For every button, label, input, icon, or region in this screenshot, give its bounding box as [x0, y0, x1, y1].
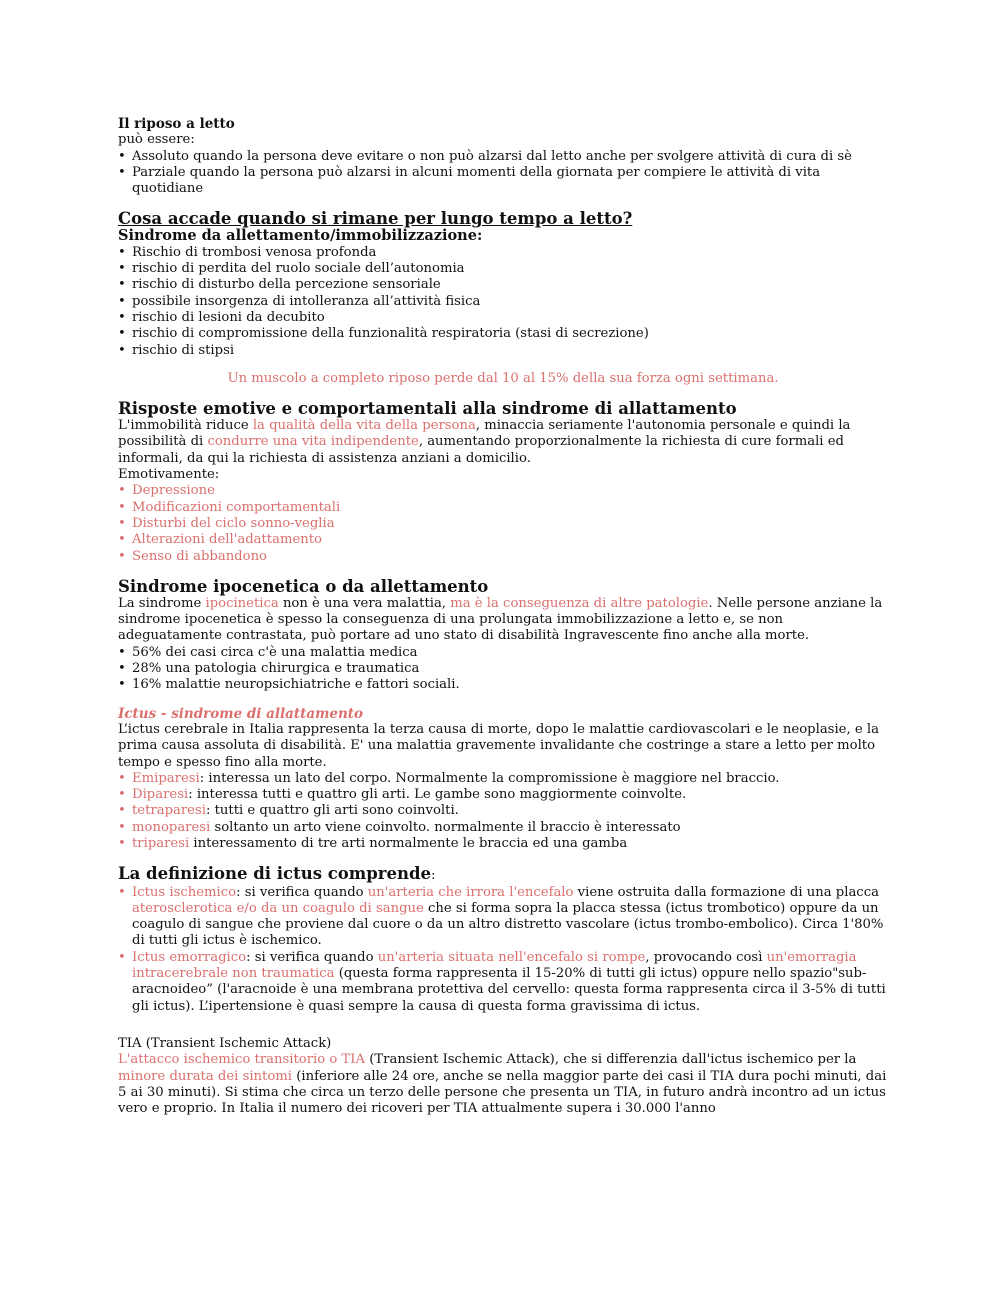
section-paragraph: L’ictus cerebrale in Italia rappresenta la terza causa di morte, dopo le malattie cardiovascolari e le neoplasie, e la prima causa assoluta di disabilità. E' una malattia gravemente invalidante che costringe a stare a letto per molto tempo e spesso fino alla morte. — [118, 721, 879, 770]
list-item: • monoparesi soltanto un arto viene coinvolto. normalmente il braccio è interessato — [118, 820, 888, 836]
list-item: • Alterazioni dell'adattamento — [118, 532, 888, 548]
section-subtitle-sindrome: Sindrome da allettamento/immobilizzazione: — [118, 227, 483, 245]
list-item: • rischio di perdita del ruolo sociale dell’autonomia — [118, 261, 888, 277]
list-item: • Emiparesi: interessa un lato del corpo. Normalmente la compromissione è maggiore nel braccio. — [118, 771, 888, 787]
rest-types-list — [118, 149, 888, 198]
highlight-text: ipocinetica — [205, 595, 279, 611]
muscle-quote: Un muscolo a completo riposo perde dal 10 al 15% della sua forza ogni settimana. — [227, 370, 779, 386]
emotional-label: Emotivamente: — [118, 467, 220, 483]
list-item: • possibile insorgenza di intolleranza all’attività fisica — [118, 294, 888, 310]
causes-list — [118, 645, 888, 694]
list-item: • 56% dei casi circa c'è una malattia medica — [118, 645, 888, 661]
risks-list — [118, 245, 888, 359]
list-item: • Assoluto quando la persona deve evitare o non può alzarsi dal letto anche per svolgere attività di cura di sè — [118, 149, 888, 165]
list-item: • rischio di disturbo della percezione sensoriale — [118, 277, 888, 293]
list-item: • 28% una patologia chirurgica e traumatica — [118, 661, 888, 677]
list-item: • rischio di compromissione della funzionalità respiratoria (stasi di secrezione) — [118, 326, 888, 342]
section-title-riposo: Il riposo a letto — [118, 116, 235, 132]
list-item-ischemico: • Ictus ischemico: si verifica quando un'arteria che irrora l'encefalo viene ostruita dalla formazione di una placca aterosclerotica e/o da un coagulo di sangue che si forma sopra la placca stessa (ictus trombotico) oppure da un coagulo di sangue che proviene dal cuore o da un altro distretto vascolare (ictus trombo-embolico). Circa 1'80% di tutti gli ictus è ischemico. — [118, 885, 888, 950]
list-item: • 16% malattie neuropsichiatriche e fattori sociali. — [118, 677, 888, 693]
list-item: • rischio di stipsi — [118, 343, 888, 359]
list-item: • rischio di lesioni da decubito — [118, 310, 888, 326]
list-item: • tetraparesi: tutti e quattro gli arti sono coinvolti. — [118, 803, 888, 819]
section-title-ipocenetica: Sindrome ipocenetica o da allettamento — [118, 576, 489, 596]
list-item: • Rischio di trombosi venosa profonda — [118, 245, 888, 261]
list-item: • triparesi interessamento di tre arti normalmente le braccia ed una gamba — [118, 836, 888, 852]
emotional-list — [118, 483, 888, 564]
paresis-list — [118, 771, 888, 852]
highlight-text: la qualità della vita della persona — [252, 418, 476, 434]
document-page — [118, 116, 888, 1117]
list-item-emorragico: • Ictus emorragico: si verifica quando un'arteria situata nell'encefalo si rompe, provocando così un'emorragia intracerebrale non traumatica (questa forma rappresenta il 15-20% di tutti gli ictus) oppure nello spazio"sub-aracnoideo” (l'aracnoide è una membrana protettiva del cervello: questa forma rappresenta circa il 3-5% di tutti gli ictus). L’ipertensione è quasi sempre la causa di questa forma gravissima di ictus. — [118, 950, 888, 1015]
section-title-risposte: Risposte emotive e comportamentali alla sindrome di allattamento — [118, 399, 737, 419]
section-title-lungo-tempo: Cosa accade quando si rimane per lungo tempo a letto? — [118, 209, 633, 229]
section-title-definizione: La definizione di ictus comprende: — [118, 864, 436, 884]
list-item: • Diparesi: interessa tutti e quattro gli arti. Le gambe sono maggiormente coinvolte. — [118, 787, 888, 803]
list-item: • Disturbi del ciclo sonno-veglia — [118, 516, 888, 532]
list-item: • Parziale quando la persona può alzarsi in alcuni momenti della giornata per compiere le attività di vita quotidiane — [118, 165, 888, 198]
section-paragraph: La sindrome ipocinetica non è una vera malattia, ma è la conseguenza di altre patologie. Nelle persone anziane la sindrome ipocenetica è spesso la conseguenza di una prolungata immobilizzazione a letto e, se non adeguatamente contrastata, può portare ad uno stato di disabilità Ingravescente fino anche alla morte. — [118, 595, 883, 644]
section-title-ictus: Ictus - sindrome di allattamento — [118, 705, 364, 722]
section-paragraph: L'attacco ischemico transitorio o TIA (Transient Ischemic Attack), che si differenzia dall'ictus ischemico per la minore durata dei sintomi (inferiore alle 24 ore, anche se nella maggior parte dei casi il TIA dura pochi minuti, dai 5 ai 30 minuti). Si stima che circa un terzo delle persone che presenta un TIA, in futuro andrà incontro ad un ictus vero e proprio. In Italia il numero dei ricoveri per TIA attualmente supera i 30.000 l'anno — [118, 1052, 887, 1117]
list-item: • Modificazioni comportamentali — [118, 500, 888, 516]
list-item: • Senso di abbandono — [118, 549, 888, 565]
section-intro: può essere: — [118, 132, 195, 148]
list-item: • Depressione — [118, 483, 888, 499]
ictus-types-list — [118, 885, 888, 1015]
section-paragraph: L'immobilità riduce la qualità della vita della persona, minaccia seriamente l'autonomia personale e quindi la possibilità di condurre una vita indipendente, aumentando proporzionalmente la richiesta di cure formali ed informali, da qui la richiesta di assistenza anziani a domicilio. — [118, 418, 851, 466]
highlight-text: ma è la conseguenza di altre patologie — [450, 595, 709, 611]
highlight-text: condurre una vita indipendente — [207, 434, 419, 450]
section-title-tia: TIA (Transient Ischemic Attack) — [118, 1035, 332, 1051]
